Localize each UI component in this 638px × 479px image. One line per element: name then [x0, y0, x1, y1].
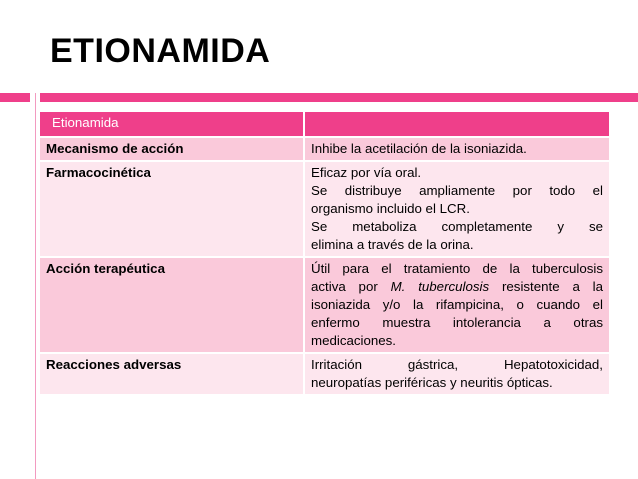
vertical-divider: [35, 93, 36, 479]
row-value-reacciones: [304, 353, 610, 395]
text-fragment: resistente a la: [501, 279, 604, 294]
text-line: organismo incluido el LCR.: [311, 201, 470, 216]
text-line: isoniazida y/o la rifampicina, o cuando el: [311, 297, 603, 312]
row-value-mecanismo: [304, 137, 610, 161]
text-line-mixed: [311, 278, 603, 296]
row-label-farmacocinetica: Farmacocinética: [40, 161, 304, 257]
text-line: Útil para el tratamiento de la tuberculosis: [311, 261, 603, 276]
table-row: [40, 353, 610, 395]
text-line: enfermo muestra intolerancia a otras: [311, 315, 603, 330]
row-label-reacciones: Reacciones adversas: [40, 353, 304, 395]
table-header-row: [40, 112, 610, 137]
row-value-farmacocinetica: [304, 161, 610, 257]
row-value-accion: [304, 257, 610, 353]
table-row: [40, 161, 610, 257]
drug-info-table: [40, 112, 611, 396]
row-label-mecanismo: Mecanismo de acción: [40, 137, 304, 161]
accent-bar-left: [0, 93, 30, 102]
text-line: medicaciones.: [311, 333, 396, 348]
text-fragment: activa por: [311, 279, 378, 294]
table-header-cell: [304, 112, 610, 137]
text-line: Inhibe la acetilación de la isoniazida.: [311, 141, 527, 156]
accent-bar-right: [40, 93, 638, 102]
text-line: Se distribuye ampliamente por todo el: [311, 183, 603, 198]
text-line: neuropatías periféricas y neuritis ópticas.: [311, 375, 553, 390]
organism-name: M. tuberculosis: [390, 279, 490, 294]
text-line: Eficaz por vía oral.: [311, 165, 422, 180]
text-line: elimina a través de la orina.: [311, 237, 474, 252]
slide-title: ETIONAMIDA: [50, 32, 271, 70]
table-header-cell: Etionamida: [40, 112, 304, 137]
table-row: [40, 257, 610, 353]
table-row: [40, 137, 610, 161]
row-label-accion: Acción terapéutica: [40, 257, 304, 353]
text-line: Irritación gástrica, Hepatotoxicidad,: [311, 357, 603, 372]
text-line: Se metaboliza completamente y se: [311, 219, 603, 234]
